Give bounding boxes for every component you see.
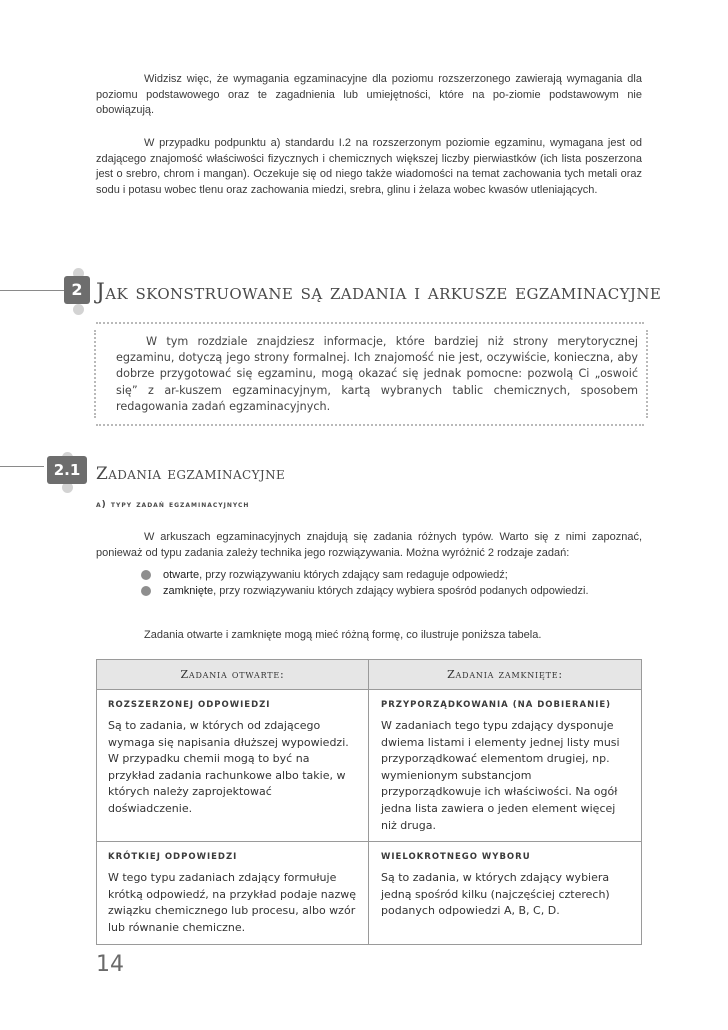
cell-heading: WIELOKROTNEGO WYBORU [381, 852, 531, 863]
table-header-closed: Zadania zamknięte: [369, 660, 642, 690]
page-number: 14 [96, 952, 124, 977]
cell-text: W zadaniach tego typu zdający dysponuje dwiema listami i elementy jednej listy musi przyporządkować elementom drugiej, np. wymienionym substancjom przyporządkowuje ich właściwości. Na ogół jedna lista zawiera o jeden element więcej niż druga. [381, 719, 620, 832]
table-row [97, 690, 642, 842]
paragraph-standard-i2: W przypadku podpunktu a) standardu I.2 na rozszerzonym poziomie egzaminu, wymagana jest od zdającego znajomość właściwości fizycznych i chemicznych większej liczby pierwiastków (ich lista poszerzona jest o srebro, chrom i mangan). Oczekuje się od niego także wiadomości na temat zachowania tych metali oraz sodu i potasu wobec tlenu oraz zachowania miedzi, srebra, glinu i żelaza wobec kwasów utleniających. [96, 137, 642, 196]
section-2-dot-bottom [73, 304, 84, 315]
bullet-dot-icon [141, 570, 151, 580]
task-types-table [96, 659, 642, 945]
table-row [97, 842, 642, 944]
table-header-row [97, 660, 642, 690]
paragraph-task-types: W arkuszach egzaminacyjnych znajdują się zadania różnych typów. Warto się z nimi zapoznać, ponieważ od typu zadania zależy technika jego rozwiązywania. Można wyróżnić 2 rodzaje zadań: [96, 531, 642, 559]
table-cell-short-answer [97, 842, 369, 944]
paragraph-requirements: Widzisz więc, że wymagania egzaminacyjne dla poziomu rozszerzonego zawierają wymagania dla poziomu podstawowego oraz te zagadnienia lub umiejętności, które na po-ziomie podstawowym nie obowiązują. [96, 73, 642, 117]
section-2-1-rule [0, 466, 44, 467]
table-cell-extended-answer [97, 690, 369, 842]
table-cell-multiple-choice [369, 842, 642, 944]
section-2-intro-text: W tym rozdziale znajdziesz informacje, które bardziej niż strony merytorycznej egzaminu, dotyczą jego strony formalnej. Ich znajomość nie jest, oczywiście, konieczna, aby dobrze przygotować się egzaminu, mogą okazać się jednak pomocne: pozwolą Ci „oswoić się” z ar-kuszem egzaminacyjnym, kartą wybranych tablic chemicznych, sposobem redagowania zadań egzaminacyjnych. [116, 335, 638, 413]
cell-text: W tego typu zadaniach zdający formułuje krótką odpowiedź, na przykład podaje nazwę związku chemicznego lub procesu, albo wzór lub równanie chemiczne. [108, 871, 357, 934]
table-cell-matching [369, 690, 642, 842]
subheading-task-types: a) typy zadań egzaminacyjnych [96, 500, 250, 510]
section-2-1-number-badge: 2.1 [47, 456, 87, 484]
bullet-closed-text: zamknięte, przy rozwiązywaniu których zdający wybiera spośród podanych odpowiedzi. [163, 585, 589, 597]
table-header-open: Zadania otwarte: [97, 660, 369, 690]
section-2-number-badge: 2 [64, 276, 90, 304]
paragraph-table-intro: Zadania otwarte i zamknięte mogą mieć różną formę, co ilustruje poniższa tabela. [144, 629, 542, 641]
section-2-title: Jak skonstruowane są zadania i arkusze egzaminacyjne [96, 280, 662, 305]
bullet-dot-icon [141, 586, 151, 596]
cell-heading: KRÓTKIEJ ODPOWIEDZI [108, 852, 238, 863]
cell-text: Są to zadania, w których zdający wybiera jedną spośród kilku (najczęściej czterech) podanych odpowiedzi A, B, C, D. [381, 871, 610, 918]
cell-heading: PRZYPORZĄDKOWANIA (NA DOBIERANIE) [381, 700, 612, 710]
bullet-open-text: otwarte, przy rozwiązywaniu których zdający sam redaguje odpowiedź; [163, 569, 508, 581]
section-2-1-title: Zadania egzaminacyjne [96, 464, 286, 484]
cell-text: Są to zadania, w których od zdającego wymaga się napisania dłuższej wypowiedzi. W przypadku chemii mogą to być na przykład zadania rachunkowe albo takie, w których należy zaprojektować doświadczenie. [108, 719, 349, 815]
cell-heading: ROZSZERZONEJ ODPOWIEDZI [108, 700, 271, 710]
section-2-rule [0, 290, 68, 291]
